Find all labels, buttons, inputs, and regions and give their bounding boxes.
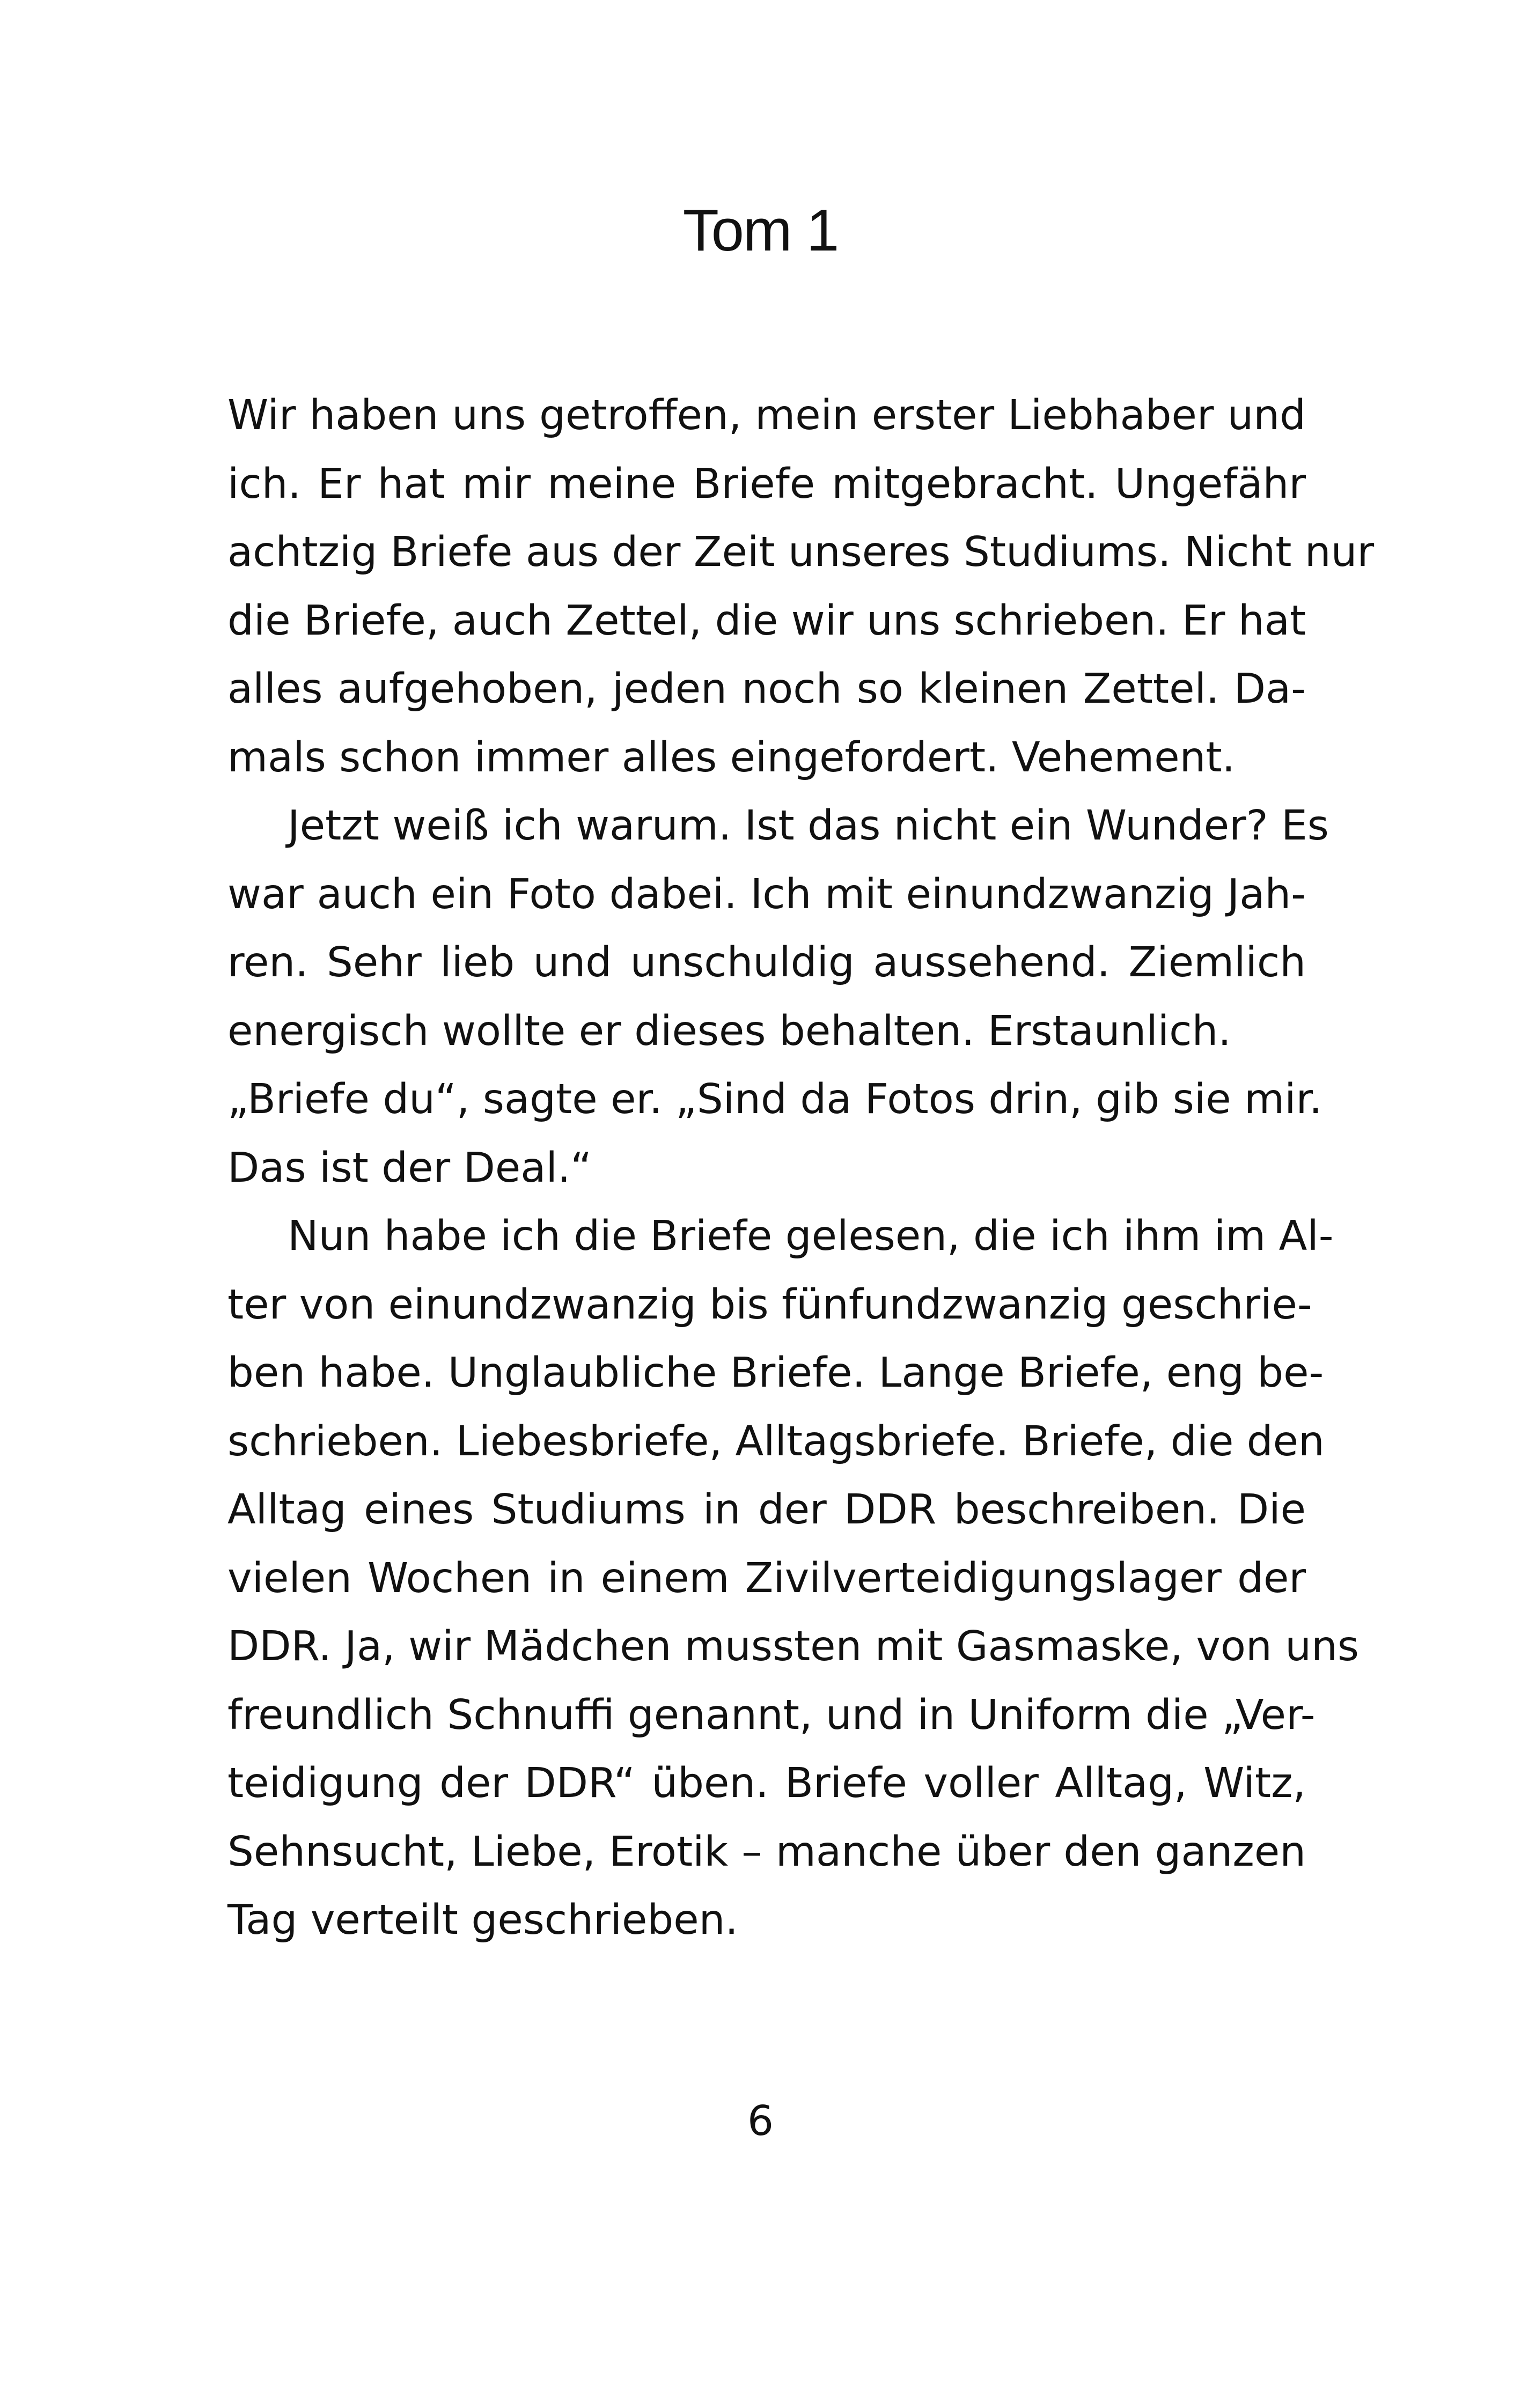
text-line: Tag verteilt geschrieben. xyxy=(227,1896,738,1944)
text-line: vielen Wochen in einem Zivilverteidigungslager der xyxy=(227,1554,1306,1602)
text-line: Alltag eines Studiums in der DDR beschreiben. Die xyxy=(227,1486,1306,1534)
text-line: mals schon immer alles eingefordert. Vehement. xyxy=(227,733,1236,782)
text-line: achtzig Briefe aus der Zeit unseres Studiums. Nicht nur xyxy=(227,528,1375,576)
text-line: ter von einundzwanzig bis fünfundzwanzig geschrie- xyxy=(227,1280,1312,1329)
body-text xyxy=(227,381,1375,1955)
chapter-title: Tom 1 xyxy=(682,197,839,263)
text-line: Das ist der Deal.“ xyxy=(227,1144,592,1192)
text-line: Wir haben uns getroffen, mein erster Liebhaber und xyxy=(227,392,1306,439)
text-line: Jetzt weiß ich warum. Ist das nicht ein Wunder? Es xyxy=(288,802,1329,850)
text-line: ben habe. Unglaubliche Briefe. Lange Briefe, eng be- xyxy=(227,1349,1324,1397)
text-line: DDR. Ja, wir Mädchen mussten mit Gasmaske, von uns xyxy=(227,1623,1360,1670)
page-number: 6 xyxy=(747,2097,774,2145)
text-line: „Briefe du“, sagte er. „Sind da Fotos drin, gib sie mir. xyxy=(227,1076,1322,1123)
text-line: energisch wollte er dieses behalten. Erstaunlich. xyxy=(227,1007,1231,1055)
text-line: schrieben. Liebesbriefe, Alltagsbriefe. Briefe, die den xyxy=(227,1417,1325,1466)
text-line: freundlich Schnuffi genannt, und in Uniform die „Ver- xyxy=(227,1691,1316,1739)
text-line: die Briefe, auch Zettel, die wir uns schrieben. Er hat xyxy=(227,597,1306,645)
text-line: Nun habe ich die Briefe gelesen, die ich ihm im Al- xyxy=(288,1212,1334,1260)
text-line: Sehnsucht, Liebe, Erotik – manche über den ganzen xyxy=(227,1828,1306,1876)
text-line: ich. Er hat mir meine Briefe mitgebracht. Ungefähr xyxy=(227,460,1306,508)
text-line: war auch ein Foto dabei. Ich mit einundzwanzig Jah- xyxy=(227,870,1306,918)
text-line: teidigung der DDR“ üben. Briefe voller Alltag, Witz, xyxy=(227,1759,1306,1807)
text-line: alles aufgehoben, jeden noch so kleinen Zettel. Da- xyxy=(227,665,1306,713)
text-line: ren. Sehr lieb und unschuldig aussehend. Ziemlich xyxy=(227,939,1306,986)
